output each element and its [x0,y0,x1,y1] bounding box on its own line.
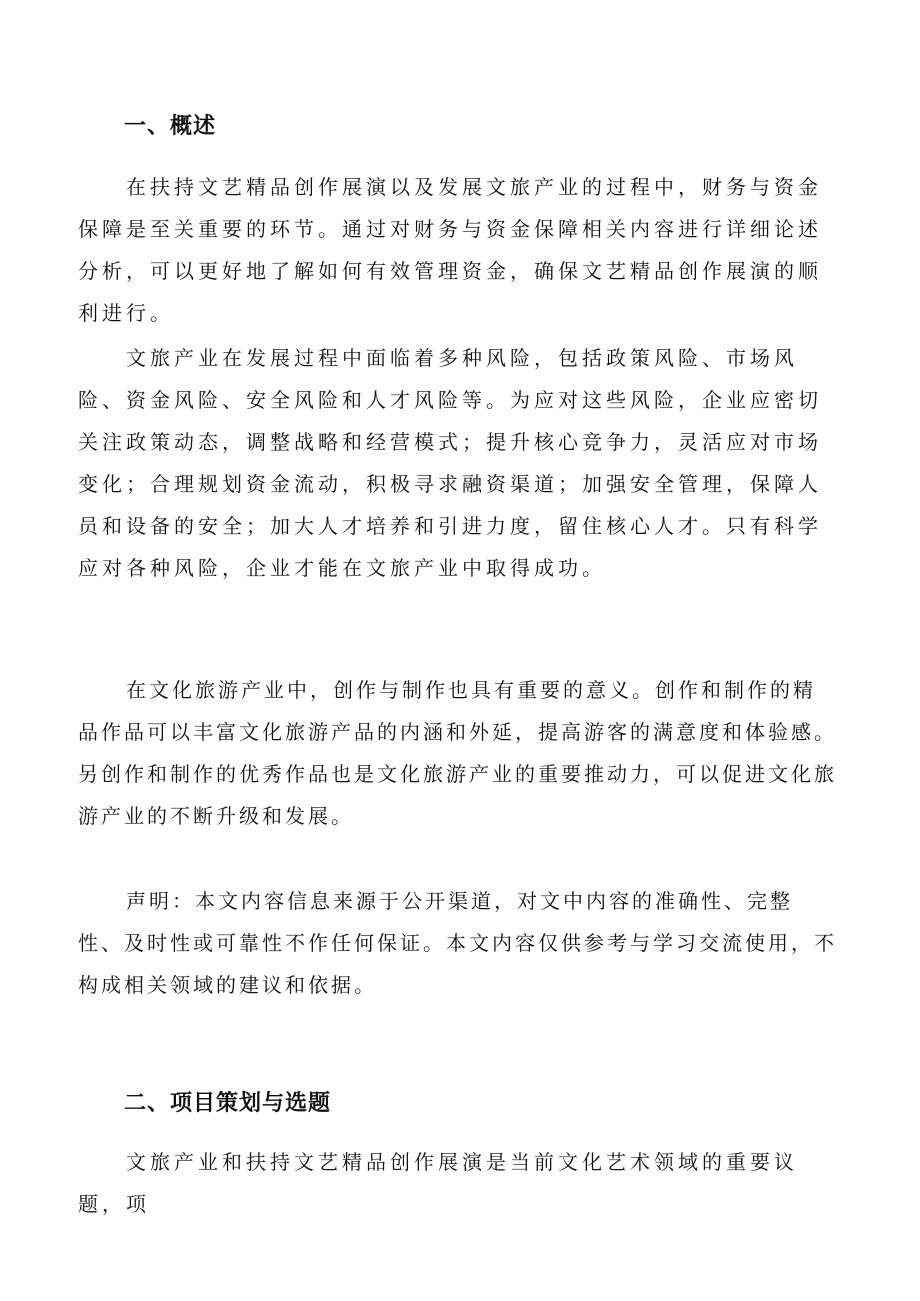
paragraph-disclaimer: 声明：本文内容信息来源于公开渠道，对文中内容的准确性、完整性、及时性或可靠性不作任何保证。本文内容仅供参考与学习交流使用，不构成相关领域的建议和依据。 [78,889,837,997]
section-heading-overview: 一、概述 [124,114,217,139]
paragraph-risks: 文旅产业在发展过程中面临着多种风险，包括政策风险、市场风险、资金风险、安全风险和人才风险等。为应对这些风险，企业应密切关注政策动态，调整战略和经营模式；提升核心竞争力，灵活应对市场变化；合理规划资金流动，积极寻求融资渠道；加强安全管理，保障人员和设备的安全；加大人才培养和引进力度，留住核心人才。只有科学应对各种风险，企业才能在文旅产业中取得成功。 [78,346,822,580]
paragraph-finance: 在扶持文艺精品创作展演以及发展文旅产业的过程中，财务与资金保障是至关重要的环节。通过对财务与资金保障相关内容进行详细论述分析，可以更好地了解如何有效管理资金，确保文艺精品创作展演的顺利进行。 [78,175,822,325]
paragraph-planning: 文旅产业和扶持文艺精品创作展演是当前文化艺术领域的重要议题，项 [78,1150,798,1216]
paragraph-creation: 在文化旅游产业中，创作与制作也具有重要的意义。创作和制作的精品作品可以丰富文化旅游产品的内涵和外延，提高游客的满意度和体验感。另创作和制作的优秀作品也是文化旅游产业的重要推动力，可以促进文化旅游产业的不断升级和发展。 [78,678,837,828]
section-heading-planning: 二、项目策划与选题 [124,1091,332,1116]
